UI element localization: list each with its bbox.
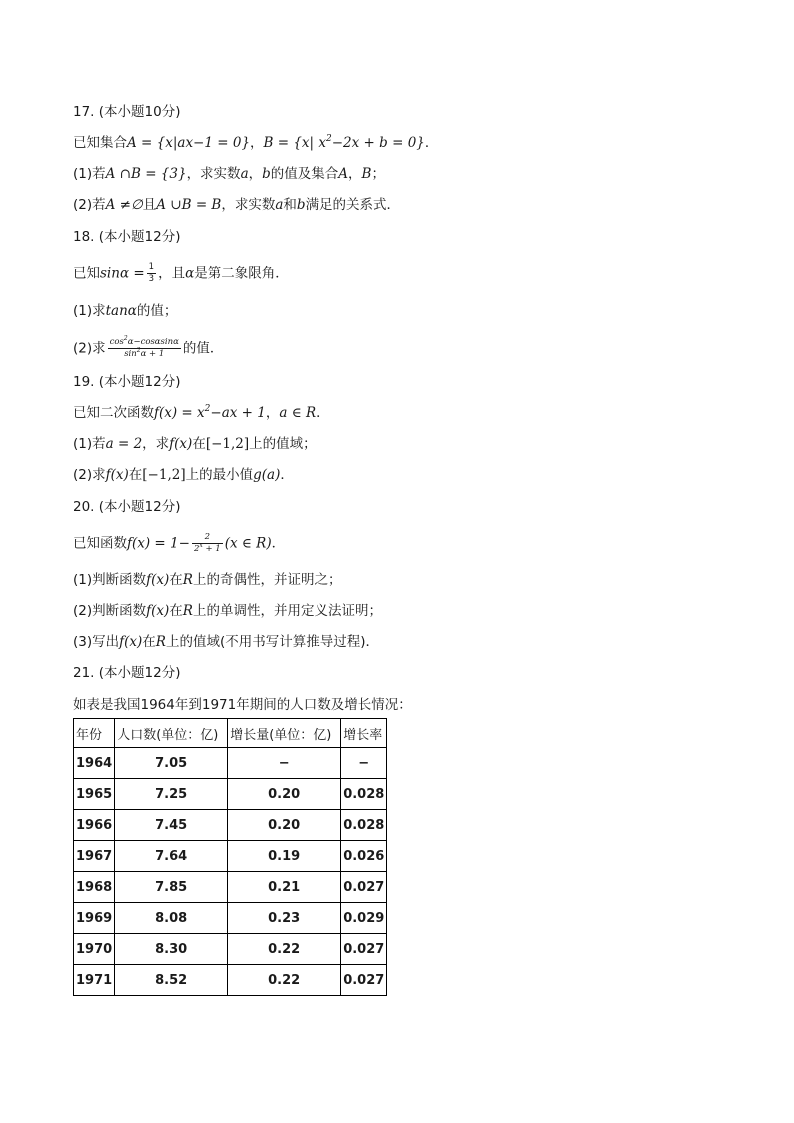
q20-part3 [73,632,379,652]
q17-given-text: 已知集合 [73,135,127,151]
q17-p2-pre: (2)若 [73,197,106,213]
q20-given-text: 已知函数 [73,535,127,552]
header-population: 人口数(单位：亿) [115,719,228,748]
q20-given [73,532,285,555]
q18-p2-fraction [108,337,181,360]
q17-p1-pre: (1)若 [73,166,106,182]
q17-p1-intersection: A ∩B = {3} [105,166,187,182]
table-header-row [74,719,387,748]
q17-part2 [73,195,400,215]
table-row [74,841,387,872]
cell-year: 1968 [74,872,115,903]
q20-p3-mid: 在 [142,634,156,650]
q18-part1 [73,301,177,321]
q19-header: 19. (本小题12分) [73,374,181,390]
table-row [74,903,387,934]
cell-rate: 0.027 [341,872,387,903]
q20-part2 [73,601,382,621]
q18-p2-num [108,337,181,349]
q17-end: ． [424,135,439,151]
cell-rate: 0.029 [341,903,387,934]
q18-p2-den-tail: α + 1 [140,349,165,359]
q19-p2-mid: 在 [128,467,143,483]
q19-func-tail: −ax + 1 [210,405,266,421]
cell-year: 1966 [74,810,115,841]
q19-given [73,403,330,423]
q20-func: f(x) = 1− [127,535,190,552]
q17-p1-end: ； [371,166,385,182]
table-row [74,810,387,841]
q17-part1 [73,164,385,184]
cell-rate: − [341,748,387,779]
q19-func-head: f(x) = x [154,405,205,421]
q18-frac-num: 1 [148,262,155,272]
q18-given [73,262,289,285]
q17-sep: ， [250,135,264,151]
q17-set-b [264,135,425,151]
header-rate: 增长率 [341,719,387,748]
q18-header: 18. (本小题12分) [73,229,181,245]
q20-p1-f: f(x) [146,572,170,588]
q19-p1-interval: [−1,2] [205,436,250,452]
q20-den-tail: + 1 [202,544,221,554]
q19-part1 [73,434,317,454]
header-increase: 增长量(单位：亿) [228,719,341,748]
q19-p2-f: f(x) [105,467,129,483]
q20-p1-R: R [182,572,193,588]
q17-p2-nonempty: A ≠∅ [105,197,143,213]
q19-p1-a: a = 2 [105,436,143,452]
q19-p1-mid: ，求 [142,436,170,452]
q17-header: 17. (本小题10分) [73,104,181,120]
table-row [74,965,387,996]
q17-given [73,133,438,153]
q17-p1-a: a [240,166,249,182]
q18-given-text: 已知 [73,265,100,282]
header-year: 年份 [74,719,115,748]
q19-given-text: 已知二次函数 [73,405,154,421]
q17-set-b-exp: 2 [326,134,332,144]
q20-p2-pre: (2)判断函数 [73,603,147,619]
q17-p1-comma: ， [248,166,263,182]
q18-p2-den-sin: sin [124,349,137,359]
q18-given-b: ，且 [158,265,186,282]
q20-p3-end: 上的值域(不用书写计算推导过程)． [165,634,379,650]
q18-p1-end: 的值； [136,303,178,319]
q19-part2 [73,465,294,485]
cell-increase: 0.20 [228,779,341,810]
cell-population: 8.52 [115,965,228,996]
q19-p2-end: ． [280,467,294,483]
cell-population: 8.08 [115,903,228,934]
q17-p2-union: A ∪B = B [156,197,222,213]
q20-p1-mid: 在 [169,572,183,588]
cell-year: 1969 [74,903,115,934]
cell-population: 7.64 [115,841,228,872]
q20-p3-f: f(x) [119,634,143,650]
q19-func-exp: 2 [204,404,211,414]
cell-year: 1970 [74,934,115,965]
q17-p1-B: B [361,166,372,182]
cell-rate: 0.027 [341,965,387,996]
q20-header: 20. (本小题12分) [73,499,181,515]
q17-p1-mid2: 的值及集合 [270,166,339,182]
q20-p2-f: f(x) [146,603,170,619]
q19-p2-mid2: 上的最小值 [185,467,254,483]
q17-p2-a: a [275,197,284,213]
q19-comma: ， [265,405,280,421]
q18-p1-tan: tanα [105,303,137,319]
q18-given-c: 是第二象限角． [194,265,289,282]
q19-func [154,405,266,421]
q21-header: 21. (本小题12分) [73,665,181,681]
table-row [74,779,387,810]
q18-alpha: α [185,265,195,282]
cell-population: 7.25 [115,779,228,810]
cell-rate: 0.028 [341,810,387,841]
q19-p2-g: g(a) [253,467,281,483]
cell-rate: 0.026 [341,841,387,872]
cell-increase: 0.21 [228,872,341,903]
q20-fraction [192,532,223,555]
q17-p2-and: 和 [283,197,297,213]
q20-p1-end: 上的奇偶性，并证明之； [192,572,342,588]
table-row [74,748,387,779]
table-row [74,934,387,965]
q20-p2-R: R [182,603,193,619]
cell-increase: 0.20 [228,810,341,841]
q20-p3-pre: (3)写出 [73,634,120,650]
q17-p1-comma2: ， [348,166,362,182]
q18-p2-num-tail: α−cosαsinα [127,337,179,347]
q21-intro: 如表是我国1964年到1971年期间的人口数及增长情况： [73,697,412,713]
q18-fraction [147,262,156,285]
cell-increase: 0.23 [228,903,341,934]
cell-year: 1964 [74,748,115,779]
q18-p2-pre: (2)求 [73,340,106,357]
q19-end: ． [316,405,330,421]
cell-year: 1971 [74,965,115,996]
q20-den-base: 2 [193,544,200,554]
q19-p2-interval: [−1,2] [142,467,186,483]
q18-p2-den-exp: 2 [136,347,141,354]
q20-p1-pre: (1)判断函数 [73,572,147,588]
q17-set-a: A = {x|ax−1 = 0} [127,135,251,151]
q17-p2-mid2: ，求实数 [221,197,276,213]
q18-p2-num-cos: cos [109,337,124,347]
q17-p1-mid: ，求实数 [186,166,241,182]
cell-year: 1965 [74,779,115,810]
q17-p2-mid: 且 [142,197,157,213]
q18-p1-pre: (1)求 [73,303,106,319]
cell-population: 8.30 [115,934,228,965]
table-row [74,872,387,903]
q20-den-exp: x [199,542,203,549]
cell-year: 1967 [74,841,115,872]
q17-p1-b: b [262,166,271,182]
q19-p1-mid2: 在 [192,436,206,452]
q18-p2-end: 的值． [182,340,224,357]
q20-frac-num: 2 [192,532,223,544]
q17-p2-end: 满足的关系式． [305,197,401,213]
population-table [73,718,387,996]
cell-population: 7.85 [115,872,228,903]
q20-part1 [73,570,341,590]
cell-population: 7.45 [115,810,228,841]
q18-p2-den [108,349,181,360]
q19-p1-f: f(x) [169,436,193,452]
cell-population: 7.05 [115,748,228,779]
q18-part2 [73,337,223,360]
q20-frac-den [192,544,223,555]
cell-increase: − [228,748,341,779]
q20-p2-mid: 在 [169,603,183,619]
q20-domain: (x ∈ R) [224,535,272,552]
q19-p1-end: 上的值域； [249,436,317,452]
cell-increase: 0.19 [228,841,341,872]
q18-p2-num-exp: 2 [123,335,128,342]
cell-rate: 0.027 [341,934,387,965]
q17-set-b-head: B = {x| x [263,135,327,151]
cell-rate: 0.028 [341,779,387,810]
q17-set-b-tail: −2x + b = 0} [331,135,425,151]
q18-sin: sinα = [100,265,145,282]
q20-p2-end: 上的单调性，并用定义法证明； [192,603,382,619]
q20-p3-R: R [155,634,166,650]
q18-frac-den: 3 [148,274,155,284]
q17-p1-A: A [338,166,349,182]
cell-increase: 0.22 [228,965,341,996]
q19-domain: a ∈ R [279,405,317,421]
q19-p2-pre: (2)求 [73,467,106,483]
q20-end: ． [271,535,286,552]
q17-p2-b: b [296,197,306,213]
cell-increase: 0.22 [228,934,341,965]
q19-p1-pre: (1)若 [73,436,106,452]
